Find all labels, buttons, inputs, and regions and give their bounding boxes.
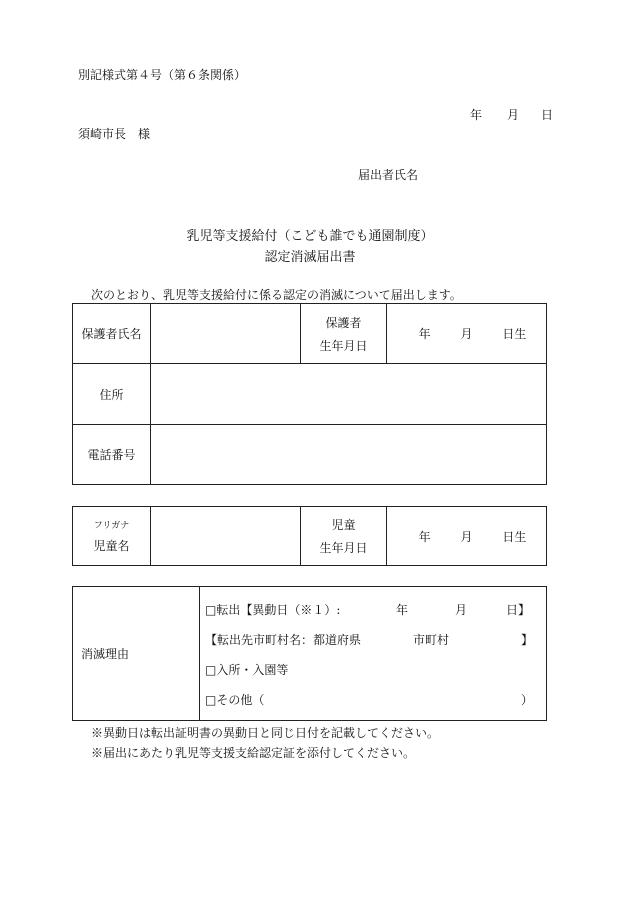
- child-birthdate-field[interactable]: [387, 507, 547, 566]
- child-birth-month: 月: [460, 529, 473, 544]
- child-birth-label-line2: 生年月日: [319, 541, 368, 555]
- admission-checkbox[interactable]: □入所・入園等: [205, 663, 289, 677]
- guardian-birth-label-line1: 保護者: [325, 315, 362, 330]
- submitter-name-label: 届出者氏名: [358, 168, 419, 182]
- child-birthdate-label: [301, 507, 387, 566]
- destination-prefix: 【転出先市町村名：都道府県: [205, 633, 362, 647]
- phone-field[interactable]: [151, 425, 547, 485]
- destination-close: 】: [521, 633, 534, 647]
- reason-label: 消滅理由: [73, 587, 200, 721]
- intro-text: 次のとおり、乳児等支援給付に係る認定の消滅について届出します。: [91, 288, 462, 302]
- guardian-birth-month: 月: [460, 327, 473, 341]
- destination-city-label: 市町村: [413, 633, 450, 647]
- child-name-label-text: 児童名: [93, 539, 130, 553]
- address-label: 住所: [73, 364, 151, 425]
- guardian-name-field[interactable]: [151, 304, 301, 364]
- move-date-day: 日】: [506, 603, 531, 617]
- addressee: 須崎市長 様: [78, 127, 151, 141]
- guardian-table: [72, 303, 547, 485]
- move-out-checkbox[interactable]: □転出【異動日（※１）:: [205, 603, 341, 617]
- date-day-label: 日: [541, 108, 554, 122]
- guardian-birth-year: 年: [418, 327, 431, 341]
- guardian-name-label: 保護者氏名: [73, 304, 151, 364]
- date-month-label: 月: [507, 108, 520, 122]
- child-birth-year: 年: [418, 529, 431, 544]
- guardian-birthdate-label: [301, 304, 387, 364]
- move-date-year: 年: [396, 603, 409, 617]
- form-number: 別記様式第４号（第６条関係）: [78, 68, 247, 82]
- child-name-label: [73, 507, 151, 566]
- guardian-birth-day: 日生: [502, 327, 527, 341]
- child-birth-day: 日生: [502, 529, 527, 544]
- document-title-line1: 乳児等支援給付（こども誰でも通園制度）: [186, 229, 434, 244]
- document-title-line2: 認定消滅届出書: [264, 250, 356, 265]
- phone-label: 電話番号: [73, 425, 151, 485]
- furigana-label: フリガナ: [93, 521, 130, 531]
- child-name-field[interactable]: [151, 507, 301, 566]
- guardian-birthdate-field[interactable]: [387, 304, 547, 364]
- move-date-month: 月: [455, 603, 468, 617]
- note-1: ※異動日は転出証明書の異動日と同じ日付を記載してください。: [91, 726, 440, 740]
- date-year-label: 年: [470, 108, 483, 122]
- note-2: ※届出にあたり乳児等支援支給認定証を添付してください。: [91, 746, 416, 760]
- guardian-birth-label-line2: 生年月日: [319, 338, 368, 353]
- other-checkbox[interactable]: □その他（: [205, 693, 265, 707]
- child-birth-label-line1: 児童: [331, 518, 356, 532]
- other-close: ）: [521, 693, 534, 707]
- child-table: [72, 506, 547, 566]
- address-field[interactable]: [151, 364, 547, 425]
